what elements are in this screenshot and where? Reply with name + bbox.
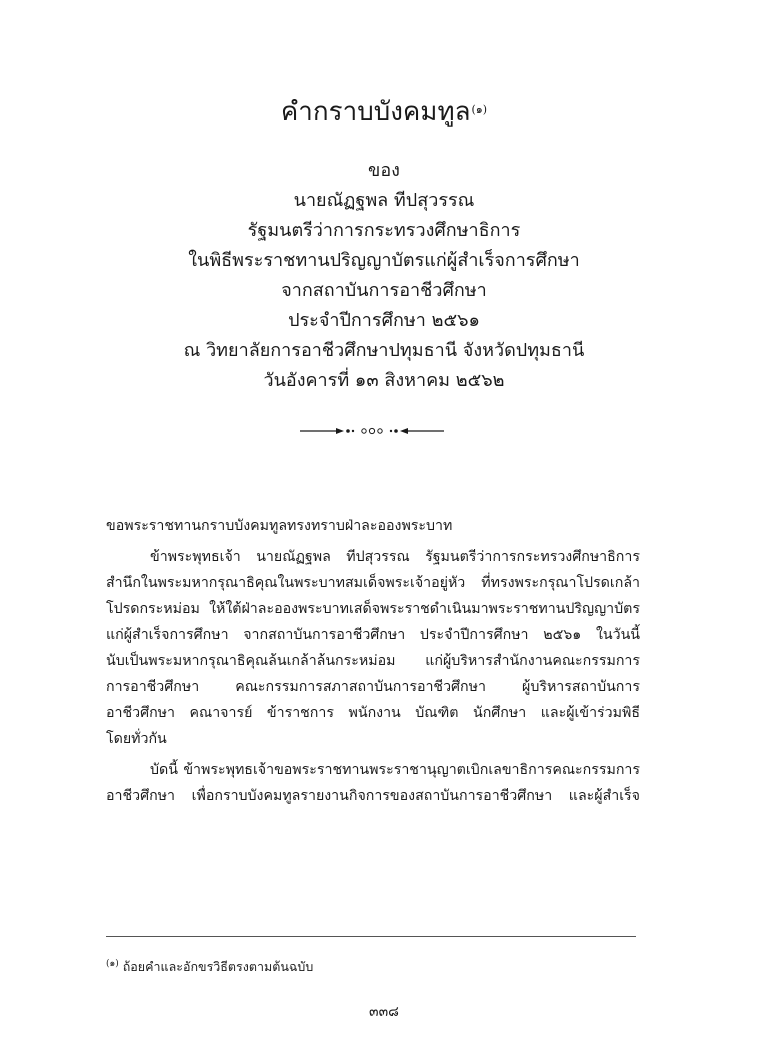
salutation: ขอพระราชทานกราบบังคมทูลทรงทราบฝ่าละอองพระบาท xyxy=(106,518,453,534)
heading-line: ของ xyxy=(368,160,400,181)
page-number: ๓๓๘ xyxy=(369,1004,399,1020)
heading-line: นายณัฏฐพล ทีปสุวรรณ xyxy=(293,190,475,211)
heading-line: ในพิธีพระราชทานปริญญาบัตรแก่ผู้สำเร็จการศึกษา xyxy=(188,250,580,271)
ornament-divider xyxy=(298,424,446,438)
title-text: คำกราบบังคมทูล xyxy=(280,97,471,127)
text-line: โดยทั่วกัน xyxy=(106,731,167,747)
heading-line: ประจำปีการศึกษา ๒๕๖๑ xyxy=(288,310,480,331)
heading-line: จากสถาบันการอาชีวศึกษา xyxy=(281,280,487,301)
text-line: อาชีวศึกษา คณาจารย์ ข้าราชการ พนักงาน บัณฑิต นักศึกษา และผู้เข้าร่วมพิธี xyxy=(106,705,640,721)
text-line: อาชีวศึกษา เพื่อกราบบังคมทูลรายงานกิจการของสถาบันการอาชีวศึกษา และผู้สำเร็จ xyxy=(106,788,640,804)
text-line: แก่ผู้สำเร็จการศึกษา จากสถาบันการอาชีวศึกษา ประจำปีการศึกษา ๒๕๖๑ ในวันนี้ xyxy=(106,627,640,643)
page-title xyxy=(0,95,768,129)
speech-heading xyxy=(0,156,768,396)
text-line: บัดนี้ ข้าพระพุทธเจ้าขอพระราชทานพระราชานุญาตเบิกเลขาธิการคณะกรรมการ xyxy=(150,762,640,778)
footnote-marker: (๑) xyxy=(106,959,119,969)
text-line: สำนึกในพระมหากรุณาธิคุณในพระบาทสมเด็จพระเจ้าอยู่หัว ที่ทรงพระกรุณาโปรดเกล้า xyxy=(106,575,640,591)
paragraph-1 xyxy=(106,544,640,752)
footnote-divider xyxy=(106,936,636,937)
footnote-text: ถ้อยคำและอักขรวิธีตรงตามต้นฉบับ xyxy=(122,959,314,974)
heading-line: วันอังคารที่ ๑๓ สิงหาคม ๒๕๖๒ xyxy=(263,370,505,391)
text-line: การอาชีวศึกษา คณะกรรมการสภาสถาบันการอาชีวศึกษา ผู้บริหารสถาบันการ xyxy=(106,679,640,695)
heading-line: รัฐมนตรีว่าการกระทรวงศึกษาธิการ xyxy=(247,220,521,241)
paragraph-2 xyxy=(106,757,640,809)
heading-line: ณ วิทยาลัยการอาชีวศึกษาปทุมธานี จังหวัดปทุมธานี xyxy=(183,340,585,361)
text-line: ข้าพระพุทธเจ้า นายณัฏฐพล ทีปสุวรรณ รัฐมนตรีว่าการกระทรวงศึกษาธิการ xyxy=(150,549,640,565)
speech-body xyxy=(106,513,640,809)
text-line: นับเป็นพระมหากรุณาธิคุณล้นเกล้าล้นกระหม่อม แก่ผู้บริหารสำนักงานคณะกรรมการ xyxy=(106,653,640,669)
title-footnote-marker: (๑) xyxy=(471,103,488,116)
footnote xyxy=(106,958,640,976)
text-line: โปรดกระหม่อม ให้ใต้ฝ่าละอองพระบาทเสด็จพระราชดำเนินมาพระราชทานปริญญาบัตร xyxy=(106,601,640,617)
